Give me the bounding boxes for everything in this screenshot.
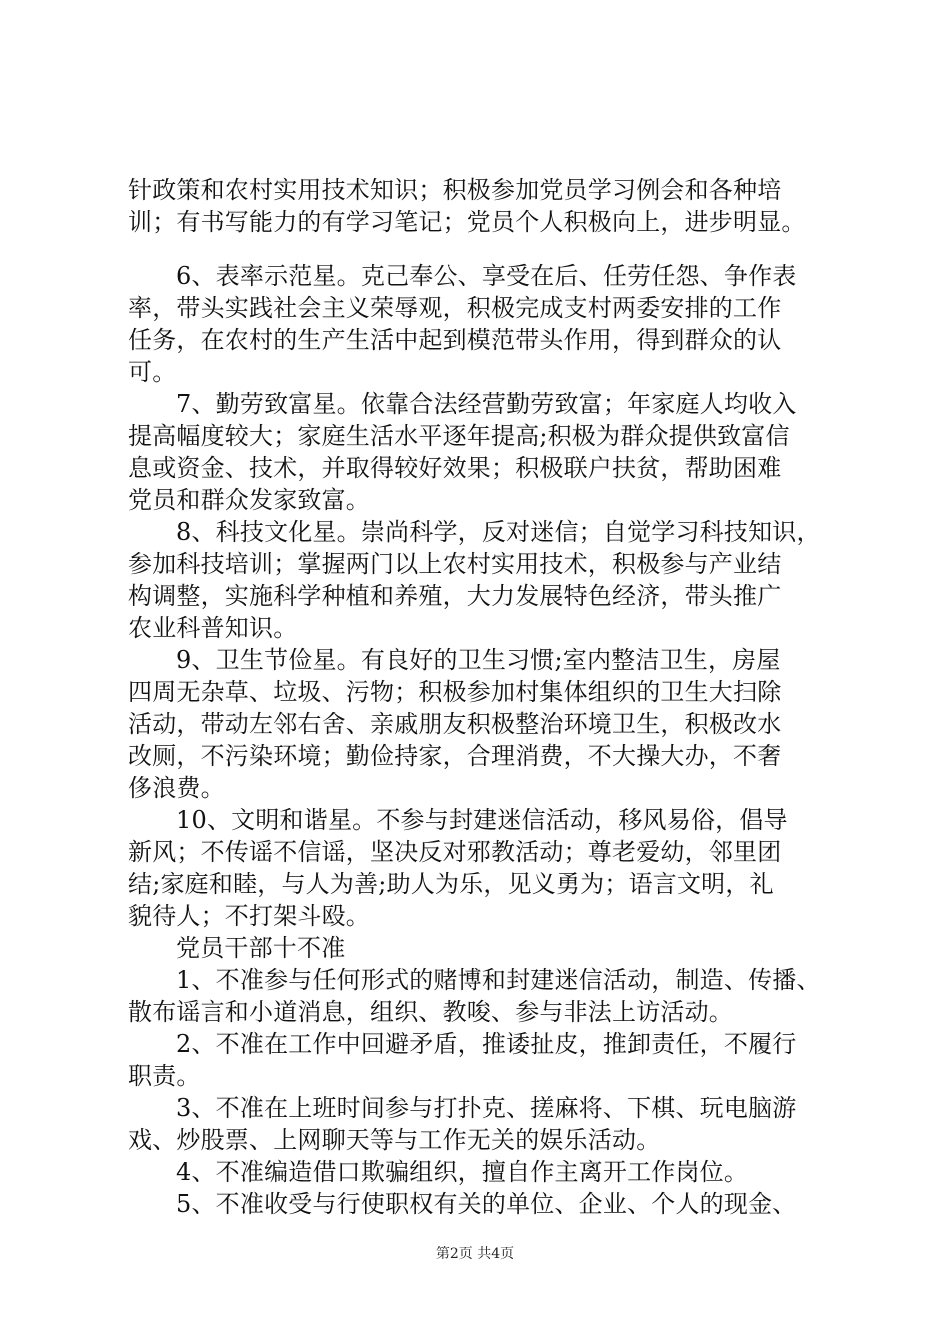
text-line: 针政策和农村实用技术知识；积极参加党员学习例会和各种培	[128, 176, 782, 204]
page-number-label: 第2页 共4页	[435, 1246, 515, 1262]
text-line: 训；有书写能力的有学习笔记；党员个人积极向上，进步明显。	[128, 208, 806, 236]
text-line: 职责。	[128, 1062, 201, 1090]
rule-1-start: 1、不准参与任何形式的赌博和封建迷信活动，制造、传播、	[176, 966, 821, 994]
rule-5-start: 5、不准收受与行使职权有关的单位、企业、个人的现金、	[176, 1190, 797, 1218]
text-line: 率，带头实践社会主义荣辱观，积极完成支村两委安排的工作	[128, 294, 782, 322]
text-line: 新风；不传谣不信谣，坚决反对邪教活动；尊老爱幼，邻里团	[128, 838, 782, 866]
paragraph-star-6-start: 6、表率示范星。克己奉公、享受在后、任劳任怨、争作表	[176, 262, 797, 290]
page-footer	[0, 1244, 950, 1264]
paragraph-star-8-start: 8、科技文化星。崇尚科学，反对迷信；自觉学习科技知识，	[176, 518, 821, 546]
text-line: 四周无杂草、垃圾、污物；积极参加村集体组织的卫生大扫除	[128, 678, 782, 706]
section-heading-ten-prohibitions: 党员干部十不准	[176, 934, 346, 962]
rule-4: 4、不准编造借口欺骗组织，擅自作主离开工作岗位。	[176, 1158, 749, 1186]
text-line: 息或资金、技术，并取得较好效果；积极联户扶贫，帮助困难	[128, 454, 782, 482]
text-line: 侈浪费。	[128, 774, 225, 802]
paragraph-star-10-start: 10、文明和谐星。不参与封建迷信活动，移风易俗，倡导	[176, 806, 788, 834]
text-line: 任务，在农村的生产生活中起到模范带头作用，得到群众的认	[128, 326, 782, 354]
rule-2-start: 2、不准在工作中回避矛盾，推诿扯皮，推卸责任，不履行	[176, 1030, 797, 1058]
text-line: 构调整，实施科学种植和养殖，大力发展特色经济，带头推广	[128, 582, 782, 610]
text-line: 改厕，不污染环境；勤俭持家，合理消费，不大操大办，不奢	[128, 742, 782, 770]
paragraph-star-9-start: 9、卫生节俭星。有良好的卫生习惯;室内整洁卫生，房屋	[176, 646, 781, 674]
text-block-intro	[128, 174, 840, 238]
text-line: 可。	[128, 358, 177, 386]
text-line: 农业科普知识。	[128, 614, 298, 642]
paragraph-star-7-start: 7、勤劳致富星。依靠合法经营勤劳致富；年家庭人均收入	[176, 390, 797, 418]
text-line: 结;家庭和睦，与人为善;助人为乐，见义勇为；语言文明，礼	[128, 870, 774, 898]
text-line: 活动，带动左邻右舍、亲戚朋友积极整治环境卫生，积极改水	[128, 710, 782, 738]
text-line: 貌待人；不打架斗殴。	[128, 902, 370, 930]
text-line: 提高幅度较大；家庭生活水平逐年提高;积极为群众提供致富信	[128, 422, 790, 450]
text-block-main	[128, 260, 840, 1220]
text-line: 党员和群众发家致富。	[128, 486, 370, 514]
text-line: 戏、炒股票、上网聊天等与工作无关的娱乐活动。	[128, 1126, 661, 1154]
text-line: 散布谣言和小道消息，组织、教唆、参与非法上访活动。	[128, 998, 733, 1026]
text-line: 参加科技培训；掌握两门以上农村实用技术，积极参与产业结	[128, 550, 782, 578]
rule-3-start: 3、不准在上班时间参与打扑克、搓麻将、下棋、玩电脑游	[176, 1094, 797, 1122]
